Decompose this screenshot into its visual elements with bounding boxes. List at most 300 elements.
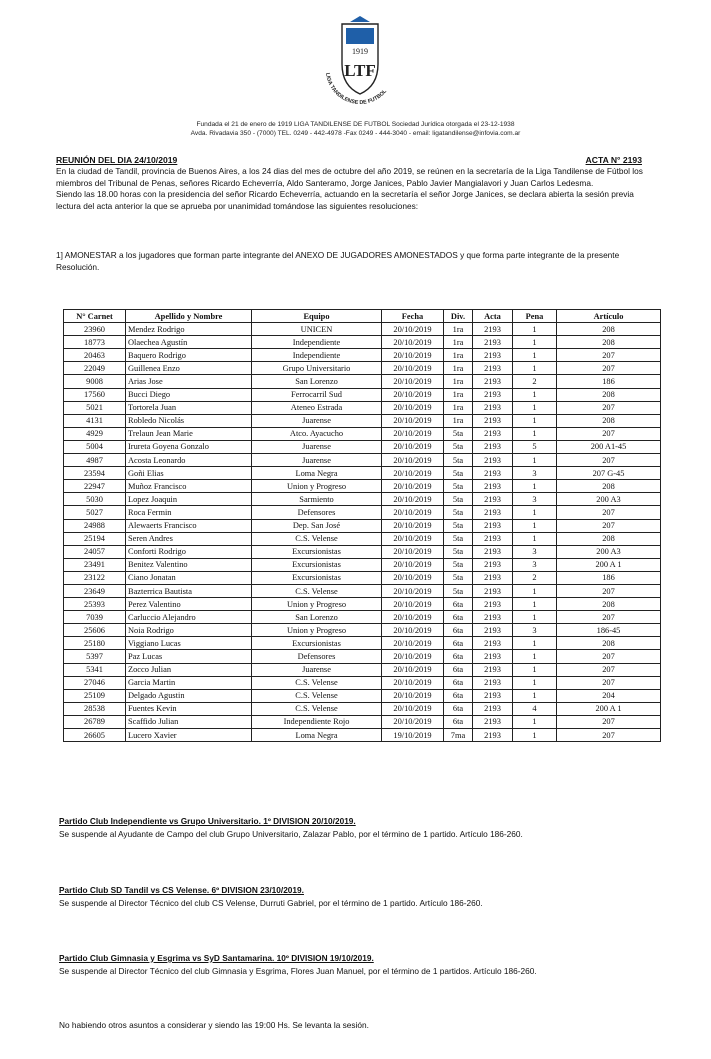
cell-fecha: 20/10/2019: [382, 584, 444, 597]
cell-pena: 3: [513, 558, 557, 571]
table-row: [64, 715, 661, 728]
cell-equipo: Union y Progreso: [252, 480, 382, 493]
cell-acta: 2193: [473, 336, 513, 349]
cell-carnet: 22947: [64, 480, 126, 493]
cell-nombre: Tortorela Juan: [126, 401, 252, 414]
cell-pena: 3: [513, 493, 557, 506]
cell-nombre: Alewaerts Francisco: [126, 519, 252, 532]
cell-equipo: Defensores: [252, 506, 382, 519]
cell-nombre: Guillenea Enzo: [126, 362, 252, 375]
cell-acta: 2193: [473, 702, 513, 715]
cell-carnet: 24057: [64, 545, 126, 558]
cell-acta: 2193: [473, 637, 513, 650]
cell-fecha: 20/10/2019: [382, 650, 444, 663]
cell-carnet: 23594: [64, 467, 126, 480]
cell-fecha: 20/10/2019: [382, 440, 444, 453]
cell-fecha: 20/10/2019: [382, 375, 444, 388]
cell-articulo: 207: [557, 650, 661, 663]
cell-fecha: 20/10/2019: [382, 362, 444, 375]
cell-nombre: Seren Andres: [126, 532, 252, 545]
resolution-paragraph: 1] AMONESTAR a los jugadores que forman parte integrante del ANEXO DE JUGADORES AMONESTADOS y que forma parte integrante de la presente Resolución.: [56, 250, 620, 272]
cell-acta: 2193: [473, 729, 513, 742]
table-row: [64, 454, 661, 467]
cell-div: 6ta: [444, 624, 473, 637]
logo-initials: LTF: [344, 61, 376, 80]
cell-articulo: 204: [557, 689, 661, 702]
cell-div: 6ta: [444, 598, 473, 611]
table-row: [64, 506, 661, 519]
cell-articulo: 200 A3: [557, 493, 661, 506]
cell-equipo: Juarense: [252, 663, 382, 676]
table-row: [64, 637, 661, 650]
intro-block: [56, 166, 656, 212]
cell-acta: 2193: [473, 506, 513, 519]
table-row: [64, 323, 661, 336]
cell-fecha: 20/10/2019: [382, 480, 444, 493]
cell-equipo: C.S. Velense: [252, 584, 382, 597]
cell-articulo: 208: [557, 480, 661, 493]
cell-acta: 2193: [473, 362, 513, 375]
cell-acta: 2193: [473, 440, 513, 453]
table-row: [64, 388, 661, 401]
cell-acta: 2193: [473, 454, 513, 467]
cell-nombre: Muñoz Francisco: [126, 480, 252, 493]
cell-articulo: 208: [557, 637, 661, 650]
cell-equipo: Union y Progreso: [252, 598, 382, 611]
cell-fecha: 20/10/2019: [382, 637, 444, 650]
cell-pena: 5: [513, 440, 557, 453]
cell-articulo: 208: [557, 323, 661, 336]
cell-nombre: Perez Valentino: [126, 598, 252, 611]
cell-carnet: 23122: [64, 571, 126, 584]
cell-nombre: Benitez Valentino: [126, 558, 252, 571]
cell-nombre: Noia Rodrigo: [126, 624, 252, 637]
col-pena: Pena: [513, 310, 557, 323]
cell-articulo: 208: [557, 388, 661, 401]
cell-equipo: C.S. Velense: [252, 532, 382, 545]
cell-div: 5ta: [444, 493, 473, 506]
cell-div: 6ta: [444, 663, 473, 676]
cell-acta: 2193: [473, 558, 513, 571]
cell-div: 5ta: [444, 440, 473, 453]
cell-div: 5ta: [444, 506, 473, 519]
logo-ring-text: LIGA TANDILENSE DE FUTBOL: [324, 72, 389, 107]
table-row: [64, 493, 661, 506]
cell-fecha: 20/10/2019: [382, 427, 444, 440]
cell-div: 6ta: [444, 676, 473, 689]
table-header-row: [64, 310, 661, 323]
cell-equipo: Excursionistas: [252, 558, 382, 571]
cell-nombre: Viggiano Lucas: [126, 637, 252, 650]
cell-div: 7ma: [444, 729, 473, 742]
intro-paragraph: En la ciudad de Tandil, provincia de Buenos Aires, a los 24 dias del mes de octubre del año 2019, se reúnen en la secretaría de la Liga Tandilense de Fútbol los miembros del Tribunal de Penas, señores Ricardo Echeverría, Aldo Santeramo, Jorge Janices, Pablo Javier Mangialavori y Juan Carlos Ledesma.: [56, 166, 643, 188]
cell-equipo: Defensores: [252, 650, 382, 663]
warned-players-table: [63, 309, 661, 742]
cell-pena: 1: [513, 584, 557, 597]
cell-acta: 2193: [473, 427, 513, 440]
cell-articulo: 208: [557, 336, 661, 349]
cell-articulo: 186: [557, 571, 661, 584]
table-row: [64, 650, 661, 663]
cell-fecha: 20/10/2019: [382, 676, 444, 689]
cell-pena: 1: [513, 427, 557, 440]
cell-fecha: 20/10/2019: [382, 558, 444, 571]
case-title: Partido Club Independiente vs Grupo Universitario. 1º DIVISION 20/10/2019.: [59, 816, 356, 826]
table-row: [64, 362, 661, 375]
cell-articulo: 200 A 1: [557, 702, 661, 715]
cell-carnet: 28538: [64, 702, 126, 715]
cell-articulo: 200 A1-45: [557, 440, 661, 453]
table-row: [64, 676, 661, 689]
cell-carnet: 5021: [64, 401, 126, 414]
cell-articulo: 207 G-45: [557, 467, 661, 480]
cell-pena: 3: [513, 467, 557, 480]
cell-equipo: Sarmiento: [252, 493, 382, 506]
col-nombre: Apellido y Nombre: [126, 310, 252, 323]
cell-articulo: 207: [557, 584, 661, 597]
table-row: [64, 584, 661, 597]
cell-articulo: 207: [557, 611, 661, 624]
cell-div: 1ra: [444, 323, 473, 336]
cell-acta: 2193: [473, 323, 513, 336]
cell-equipo: Independiente: [252, 336, 382, 349]
cell-carnet: 22049: [64, 362, 126, 375]
cell-div: 5ta: [444, 545, 473, 558]
cell-nombre: Paz Lucas: [126, 650, 252, 663]
cell-nombre: Conforti Rodrigo: [126, 545, 252, 558]
cell-carnet: 25393: [64, 598, 126, 611]
table-row: [64, 401, 661, 414]
meeting-title: REUNIÓN DEL DIA 24/10/2019: [56, 155, 178, 165]
table-row: [64, 336, 661, 349]
cell-pena: 2: [513, 571, 557, 584]
cell-pena: 1: [513, 323, 557, 336]
table-row: [64, 414, 661, 427]
cell-nombre: Delgado Agustin: [126, 689, 252, 702]
cell-fecha: 20/10/2019: [382, 689, 444, 702]
cell-carnet: 23960: [64, 323, 126, 336]
cell-pena: 1: [513, 388, 557, 401]
cell-equipo: Atco. Ayacucho: [252, 427, 382, 440]
meeting-header: [56, 155, 642, 165]
cell-pena: 1: [513, 663, 557, 676]
table-row: [64, 467, 661, 480]
case-title: Partido Club SD Tandil vs CS Velense. 6º DIVISION 23/10/2019.: [59, 885, 304, 895]
closing-statement: No habiendo otros asuntos a considerar y siendo las 19:00 Hs. Se levanta la sesión.: [59, 1020, 369, 1030]
cell-acta: 2193: [473, 624, 513, 637]
cell-articulo: 207: [557, 454, 661, 467]
case-title: Partido Club Gimnasia y Esgrima vs SyD Santamarina. 10º DIVISION 19/10/2019.: [59, 953, 374, 963]
cell-div: 5ta: [444, 532, 473, 545]
cell-pena: 1: [513, 598, 557, 611]
cell-equipo: UNICEN: [252, 323, 382, 336]
cell-pena: 1: [513, 454, 557, 467]
cell-articulo: 208: [557, 532, 661, 545]
cell-articulo: 207: [557, 349, 661, 362]
cell-div: 5ta: [444, 467, 473, 480]
cell-equipo: C.S. Velense: [252, 676, 382, 689]
cell-pena: 1: [513, 336, 557, 349]
cell-nombre: Bazterrica Bautista: [126, 584, 252, 597]
cell-equipo: Juarense: [252, 440, 382, 453]
cell-fecha: 20/10/2019: [382, 598, 444, 611]
session-paragraph: Siendo las 18.00 horas con la presidencia del señor Ricardo Echeverría, actuando en la secretaría el señor Jorge Janices, se declara abierta la sesión previa lectura del acta anterior la que se aprueba por unanimidad tomándose las siguientes resoluciones:: [56, 189, 634, 211]
cell-carnet: 7039: [64, 611, 126, 624]
cell-nombre: Goñi Elias: [126, 467, 252, 480]
cell-carnet: 25194: [64, 532, 126, 545]
cell-pena: 1: [513, 715, 557, 728]
cell-nombre: Acosta Leonardo: [126, 454, 252, 467]
col-equipo: Equipo: [252, 310, 382, 323]
cell-acta: 2193: [473, 689, 513, 702]
cell-acta: 2193: [473, 715, 513, 728]
col-articulo: Artículo: [557, 310, 661, 323]
cell-equipo: Juarense: [252, 414, 382, 427]
cell-nombre: Lucero Xavier: [126, 729, 252, 742]
cell-pena: 1: [513, 401, 557, 414]
cell-fecha: 20/10/2019: [382, 401, 444, 414]
cell-pena: 2: [513, 375, 557, 388]
cell-articulo: 207: [557, 729, 661, 742]
cell-pena: 1: [513, 414, 557, 427]
cell-articulo: 200 A3: [557, 545, 661, 558]
cell-div: 5ta: [444, 571, 473, 584]
cell-div: 6ta: [444, 611, 473, 624]
founding-line: Fundada el 21 de enero de 1919 LIGA TANDILENSE DE FUTBOL Sociedad Jurídica otorgada el 23-12-1938: [196, 121, 515, 128]
cell-acta: 2193: [473, 571, 513, 584]
cell-carnet: 24988: [64, 519, 126, 532]
cell-acta: 2193: [473, 349, 513, 362]
cell-acta: 2193: [473, 519, 513, 532]
table-row: [64, 427, 661, 440]
cell-div: 1ra: [444, 414, 473, 427]
col-fecha: Fecha: [382, 310, 444, 323]
acta-number: ACTA N° 2193: [585, 155, 642, 165]
cell-fecha: 20/10/2019: [382, 506, 444, 519]
table-body: [64, 323, 661, 742]
cell-carnet: 23491: [64, 558, 126, 571]
cell-fecha: 20/10/2019: [382, 388, 444, 401]
table-row: [64, 663, 661, 676]
cell-div: 5ta: [444, 427, 473, 440]
cell-nombre: Arias Jose: [126, 375, 252, 388]
cell-pena: 4: [513, 702, 557, 715]
table-row: [64, 440, 661, 453]
cell-articulo: 208: [557, 414, 661, 427]
cell-carnet: 25180: [64, 637, 126, 650]
cell-div: 6ta: [444, 637, 473, 650]
cell-carnet: 4929: [64, 427, 126, 440]
cell-div: 5ta: [444, 558, 473, 571]
cell-fecha: 20/10/2019: [382, 493, 444, 506]
cell-equipo: Excursionistas: [252, 571, 382, 584]
cell-pena: 1: [513, 637, 557, 650]
cell-fecha: 20/10/2019: [382, 519, 444, 532]
cell-equipo: Ateneo Estrada: [252, 401, 382, 414]
cell-fecha: 20/10/2019: [382, 349, 444, 362]
address-line: Avda. Rivadavia 350 - (7000) TEL. 0249 - 442-4978 -Fax 0249 - 444-3040 - email: ligatandilense@infovia.com.ar: [190, 130, 521, 137]
league-logo-icon: [312, 14, 408, 110]
cell-carnet: 4131: [64, 414, 126, 427]
cell-equipo: Loma Negra: [252, 729, 382, 742]
cell-carnet: 25109: [64, 689, 126, 702]
cell-articulo: 207: [557, 427, 661, 440]
cell-fecha: 20/10/2019: [382, 611, 444, 624]
cell-fecha: 20/10/2019: [382, 715, 444, 728]
cell-articulo: 186-45: [557, 624, 661, 637]
cell-acta: 2193: [473, 493, 513, 506]
cell-fecha: 20/10/2019: [382, 467, 444, 480]
cell-articulo: 207: [557, 506, 661, 519]
case-text: Se suspende al Director Técnico del club CS Velense, Durruti Gabriel, por el término de 1 partido. Artículo 186-260.: [59, 898, 483, 908]
cell-carnet: 17560: [64, 388, 126, 401]
cell-carnet: 23649: [64, 584, 126, 597]
cell-articulo: 208: [557, 598, 661, 611]
cell-nombre: Scaffido Julian: [126, 715, 252, 728]
logo-year: 1919: [352, 47, 368, 56]
cell-nombre: Bucci Diego: [126, 388, 252, 401]
cell-fecha: 20/10/2019: [382, 702, 444, 715]
cell-carnet: 9008: [64, 375, 126, 388]
cell-pena: 1: [513, 349, 557, 362]
cell-equipo: C.S. Velense: [252, 702, 382, 715]
cell-div: 6ta: [444, 689, 473, 702]
cell-nombre: Baquero Rodrigo: [126, 349, 252, 362]
table-row: [64, 598, 661, 611]
cell-nombre: Roca Fermin: [126, 506, 252, 519]
cell-carnet: 4987: [64, 454, 126, 467]
cell-acta: 2193: [473, 414, 513, 427]
cell-equipo: San Lorenzo: [252, 375, 382, 388]
cell-carnet: 5030: [64, 493, 126, 506]
cell-div: 6ta: [444, 715, 473, 728]
cell-pena: 1: [513, 362, 557, 375]
cell-nombre: Fuentes Kevin: [126, 702, 252, 715]
table-row: [64, 702, 661, 715]
cell-nombre: Robledo Nicolás: [126, 414, 252, 427]
cell-div: 1ra: [444, 388, 473, 401]
table-row: [64, 480, 661, 493]
cell-articulo: 186: [557, 375, 661, 388]
table-row: [64, 532, 661, 545]
cell-fecha: 20/10/2019: [382, 414, 444, 427]
cell-pena: 1: [513, 611, 557, 624]
cell-div: 5ta: [444, 519, 473, 532]
cell-div: 1ra: [444, 362, 473, 375]
cell-fecha: 20/10/2019: [382, 323, 444, 336]
cell-equipo: Grupo Universitario: [252, 362, 382, 375]
cell-nombre: Carluccio Alejandro: [126, 611, 252, 624]
cell-equipo: C.S. Velense: [252, 689, 382, 702]
table-row: [64, 349, 661, 362]
cell-carnet: 5397: [64, 650, 126, 663]
cell-pena: 1: [513, 506, 557, 519]
cell-pena: 1: [513, 532, 557, 545]
cell-acta: 2193: [473, 467, 513, 480]
cell-carnet: 27046: [64, 676, 126, 689]
cell-equipo: Union y Progreso: [252, 624, 382, 637]
cell-nombre: Ciano Jonatan: [126, 571, 252, 584]
table-row: [64, 571, 661, 584]
cell-pena: 3: [513, 545, 557, 558]
cell-articulo: 207: [557, 519, 661, 532]
cell-carnet: 20463: [64, 349, 126, 362]
cell-nombre: Irureta Goyena Gonzalo: [126, 440, 252, 453]
cell-equipo: Ferrocarril Sud: [252, 388, 382, 401]
cell-equipo: Excursionistas: [252, 637, 382, 650]
cell-equipo: San Lorenzo: [252, 611, 382, 624]
cell-equipo: Excursionistas: [252, 545, 382, 558]
cell-div: 5ta: [444, 480, 473, 493]
cell-pena: 3: [513, 624, 557, 637]
cell-equipo: Loma Negra: [252, 467, 382, 480]
cell-pena: 1: [513, 519, 557, 532]
col-carnet: N° Carnet: [64, 310, 126, 323]
cell-acta: 2193: [473, 584, 513, 597]
cell-acta: 2193: [473, 611, 513, 624]
cell-carnet: 5341: [64, 663, 126, 676]
cell-nombre: Lopez Joaquin: [126, 493, 252, 506]
cell-pena: 1: [513, 729, 557, 742]
cell-acta: 2193: [473, 545, 513, 558]
table-row: [64, 624, 661, 637]
cell-carnet: 25606: [64, 624, 126, 637]
founding-info: [0, 120, 711, 138]
cell-carnet: 26605: [64, 729, 126, 742]
cell-articulo: 200 A 1: [557, 558, 661, 571]
cell-equipo: Independiente Rojo: [252, 715, 382, 728]
cell-fecha: 20/10/2019: [382, 545, 444, 558]
cell-nombre: Trelaun Jean Marie: [126, 427, 252, 440]
cell-div: 5ta: [444, 454, 473, 467]
table-row: [64, 545, 661, 558]
table-row: [64, 689, 661, 702]
cell-acta: 2193: [473, 388, 513, 401]
cell-div: 1ra: [444, 349, 473, 362]
cell-pena: 1: [513, 689, 557, 702]
cell-div: 1ra: [444, 375, 473, 388]
cell-acta: 2193: [473, 480, 513, 493]
cell-articulo: 207: [557, 663, 661, 676]
table-row: [64, 519, 661, 532]
cell-acta: 2193: [473, 532, 513, 545]
cell-acta: 2193: [473, 676, 513, 689]
col-div: Div.: [444, 310, 473, 323]
table-row: [64, 558, 661, 571]
cell-equipo: Dep. San José: [252, 519, 382, 532]
col-acta: Acta: [473, 310, 513, 323]
cell-pena: 1: [513, 480, 557, 493]
table-row: [64, 611, 661, 624]
cell-fecha: 20/10/2019: [382, 532, 444, 545]
cell-nombre: Garcia Martin: [126, 676, 252, 689]
cell-div: 1ra: [444, 336, 473, 349]
cell-fecha: 20/10/2019: [382, 663, 444, 676]
cell-equipo: Juarense: [252, 454, 382, 467]
cell-div: 6ta: [444, 702, 473, 715]
cell-div: 5ta: [444, 584, 473, 597]
cell-articulo: 207: [557, 362, 661, 375]
cell-fecha: 20/10/2019: [382, 571, 444, 584]
cell-div: 1ra: [444, 401, 473, 414]
cell-pena: 1: [513, 676, 557, 689]
case-text: Se suspende al Director Técnico del club Gimnasia y Esgrima, Flores Juan Manuel, por el término de 1 partidos. Artículo 186-260.: [59, 966, 537, 976]
cell-div: 6ta: [444, 650, 473, 663]
cell-carnet: 5004: [64, 440, 126, 453]
cell-acta: 2193: [473, 598, 513, 611]
table-row: [64, 729, 661, 742]
cell-nombre: Mendez Rodrigo: [126, 323, 252, 336]
